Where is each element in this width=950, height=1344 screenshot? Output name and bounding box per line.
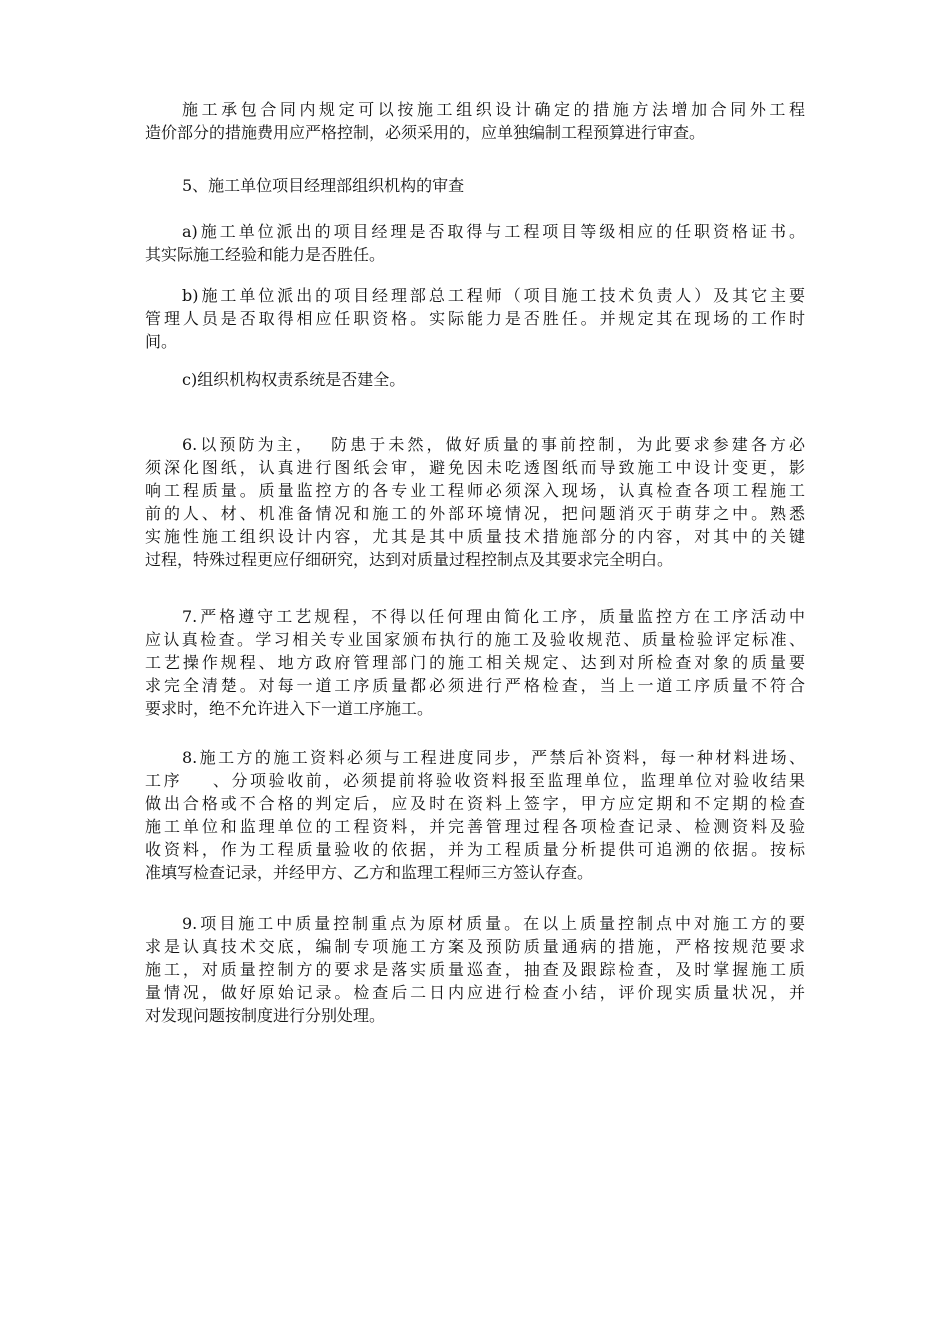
text-line: 过程，特殊过程更应仔细研究，达到对质量过程控制点及其要求完全明白。: [145, 550, 674, 569]
text-line: 准填写检查记录，并经甲方、乙方和监理工程师三方签认存查。: [145, 863, 594, 882]
text-line: 做出合格或不合格的判定后，应及时在资料上签字，甲方应定期和不定期的检查: [145, 794, 805, 813]
text-line: a)施工单位派出的项目经理是否取得与工程项目等级相应的任职资格证书。: [182, 222, 805, 241]
text-line: 实施性施工组织设计内容，尤其是其中质量技术措施部分的内容，对其中的关键: [145, 527, 805, 546]
text-line: 管理人员是否取得相应任职资格。实际能力是否胜任。并规定其在现场的工作时: [145, 309, 805, 328]
paragraph-point-8: [145, 746, 805, 884]
paragraph-point-9: [145, 912, 805, 1027]
text-line: 9.项目施工中质量控制重点为原材质量。在以上质量控制点中对施工方的要: [182, 914, 805, 933]
text-line: 7.严格遵守工艺规程，不得以任何理由简化工序，质量监控方在工序活动中: [182, 607, 805, 626]
text-line: 8.施工方的施工资料必须与工程进度同步，严禁后补资料，每一种材料进场、: [182, 748, 805, 767]
text-line: 要求时，绝不允许进入下一道工序施工。: [145, 699, 434, 718]
text-line: 施工单位和监理单位的工程资料，并完善管理过程各项检查记录、检测资料及验: [145, 817, 805, 836]
text-line: 6.以预防为主， 防患于未然，做好质量的事前控制，为此要求参建各方必: [182, 435, 805, 454]
text-line: 应认真检查。学习相关专业国家颁布执行的施工及验收规范、质量检验评定标准、: [145, 630, 805, 649]
text-line: 5、施工单位项目经理部组织机构的审查: [182, 176, 465, 195]
text-line: 响工程质量。质量监控方的各专业工程师必须深入现场，认真检查各项工程施工: [145, 481, 805, 500]
paragraph-contract-measures: [145, 98, 805, 144]
paragraph-point-7: [145, 605, 805, 720]
text-line: 其实际施工经验和能力是否胜任。: [145, 245, 386, 264]
text-line: 间。: [145, 332, 178, 351]
text-line: 求是认真技术交底，编制专项施工方案及预防质量通病的措施，严格按规范要求: [145, 937, 805, 956]
section-heading-5: [145, 174, 805, 197]
text-line: b)施工单位派出的项目经理部总工程师（项目施工技术负责人）及其它主要: [182, 286, 805, 305]
text-line: 造价部分的措施费用应严格控制，必须采用的，应单独编制工程预算进行审查。: [145, 123, 706, 142]
text-line: 须深化图纸，认真进行图纸会审，避免因未吃透图纸而导致施工中设计变更，影: [145, 458, 805, 477]
paragraph-item-c: [145, 368, 805, 391]
text-line: c)组织机构权责系统是否建全。: [182, 370, 406, 389]
text-line: 工艺操作规程、地方政府管理部门的施工相关规定、达到对所检查对象的质量要: [145, 653, 805, 672]
text-line: 前的人、材、机准备情况和施工的外部环境情况，把问题消灭于萌芽之中。熟悉: [145, 504, 805, 523]
text-line: 收资料，作为工程质量验收的依据，并为工程质量分析提供可追溯的依据。按标: [145, 840, 805, 859]
text-line: 对发现问题按制度进行分别处理。: [145, 1006, 386, 1025]
paragraph-item-b: [145, 284, 805, 353]
paragraph-item-a: [145, 220, 805, 266]
text-line: 施工承包合同内规定可以按施工组织设计确定的措施方法增加合同外工程: [182, 100, 805, 119]
text-line: 求完全清楚。对每一道工序质量都必须进行严格检查，当上一道工序质量不符合: [145, 676, 805, 695]
paragraph-point-6: [145, 433, 805, 571]
text-line: 施工，对质量控制方的要求是落实质量巡查，抽查及跟踪检查，及时掌握施工质: [145, 960, 805, 979]
text-line: 工序 、分项验收前，必须提前将验收资料报至监理单位，监理单位对验收结果: [145, 771, 805, 790]
text-line: 量情况，做好原始记录。检查后二日内应进行检查小结，评价现实质量状况，并: [145, 983, 805, 1002]
